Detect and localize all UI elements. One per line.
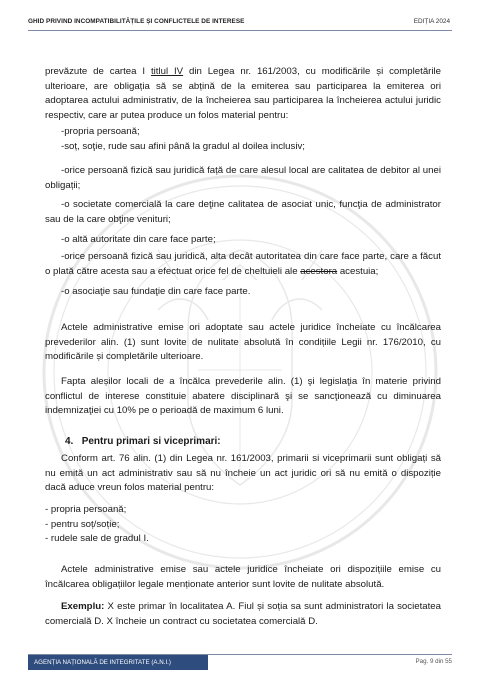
example-paragraph [45, 600, 441, 629]
intro-paragraph [45, 65, 441, 123]
list-item-wrap [45, 233, 441, 248]
header-edition: EDIȚIA 2024 [413, 18, 450, 25]
item-text: -orice persoană fizică sau juridică, alta decât autoritatea din care face parte, care a făcut o plată către acesta sau a efectuat orice fel de cheltuieli ale [45, 251, 441, 277]
example-text: X este primar în localitatea A. Fiul și soția sa sunt administratori la societatea comercială D. X încheie un contract cu societatea comercială D. [45, 601, 441, 627]
mayor-beneficiary-list [45, 503, 441, 547]
page-number: Pag. 9 din 55 [415, 658, 452, 665]
list-item: -propria persoană; [61, 126, 140, 137]
item-text: acestuia; [337, 265, 379, 277]
mayor-paragraph: Conform art. 76 alin. (1) din Legea nr. 161/2003, primarii si viceprimarii sunt obligați să nu emită un act administrativ sau să nu încheie un act juridic ori să nu emită o dispoziție dacă aduce vreun folos material pentru: [45, 453, 441, 494]
list-item [45, 250, 441, 279]
heading-text: Pentru primari si viceprimari: [81, 436, 221, 447]
example-label: Exemplu: [61, 601, 105, 612]
intro-text-end: din Legea nr. 161/2003, cu modificările și completările ulterioare, are obligația să se abțină de la emiterea sau participarea la emiterea ori adoptarea actului administrativ, de la încheierea sau participarea la încheierea actului juridic respectiv, care ar putea produce un folos material pentru: [45, 66, 442, 121]
list-item: -orice persoană fizică sau juridică față de care alesul local are calitatea de debitor al unei obligații; [45, 165, 441, 191]
list-item-wrap [45, 285, 441, 300]
struck-word: acestora [300, 265, 338, 277]
header-title: GHID PRIVIND INCOMPATIBILITĂȚILE ȘI CONFLICTELE DE INTERESE [28, 18, 245, 25]
beneficiary-list [45, 125, 441, 154]
list-item: -o asociaţie sau fundaţie din care face parte. [61, 286, 251, 297]
heading-number: 4. [65, 436, 74, 447]
list-item: -soț, soţie, rude sau afini până la gradul al doilea inclusiv; [61, 140, 305, 152]
list-item: - rudele sale de gradul I. [45, 533, 149, 545]
intro-text-start: prevăzute de cartea I [45, 66, 151, 77]
list-item: -o altă autoritate din care face parte; [61, 234, 216, 245]
header-rule [28, 30, 452, 31]
mayor-nullity-paragraph: Actele administrative emise sau actele juridice încheiate ori dispozițiile emise cu încălcarea obligațiilor legale menționate anterior sunt lovite de nulitate absolută. [45, 564, 441, 590]
nullity-paragraph: Actele administrative emise ori adoptate sau actele juridice încheiate cu încălcarea prevederilor alin. (1) sunt lovite de nulitate absolută în condițiile Legii nr. 176/2010, cu modificările și completările ulterioare. [45, 322, 441, 363]
list-item: - pentru soț/soție; [45, 518, 120, 530]
page-footer [28, 654, 452, 670]
law-title-link[interactable]: titlul IV [150, 66, 184, 77]
footer-agency: AGENȚIA NAȚIONALĂ DE INTEGRITATE (A.N.I.) [28, 655, 208, 670]
section-heading [65, 435, 461, 450]
list-item: -o societate comercială la care deţine calitatea de asociat unic, funcţia de administrator sau de la care obţine venituri; [45, 199, 441, 225]
list-item: - propria persoană; [45, 504, 127, 515]
sanction-paragraph: Fapta aleșilor locali de a încălca prevederile alin. (1) şi legislaţia în materie privind conflictul de interese constituie abatere disciplinară şi se sancţionează cu diminuarea indemnizaţiei cu 10% pe o perioadă de maximum 6 luni. [45, 376, 441, 417]
